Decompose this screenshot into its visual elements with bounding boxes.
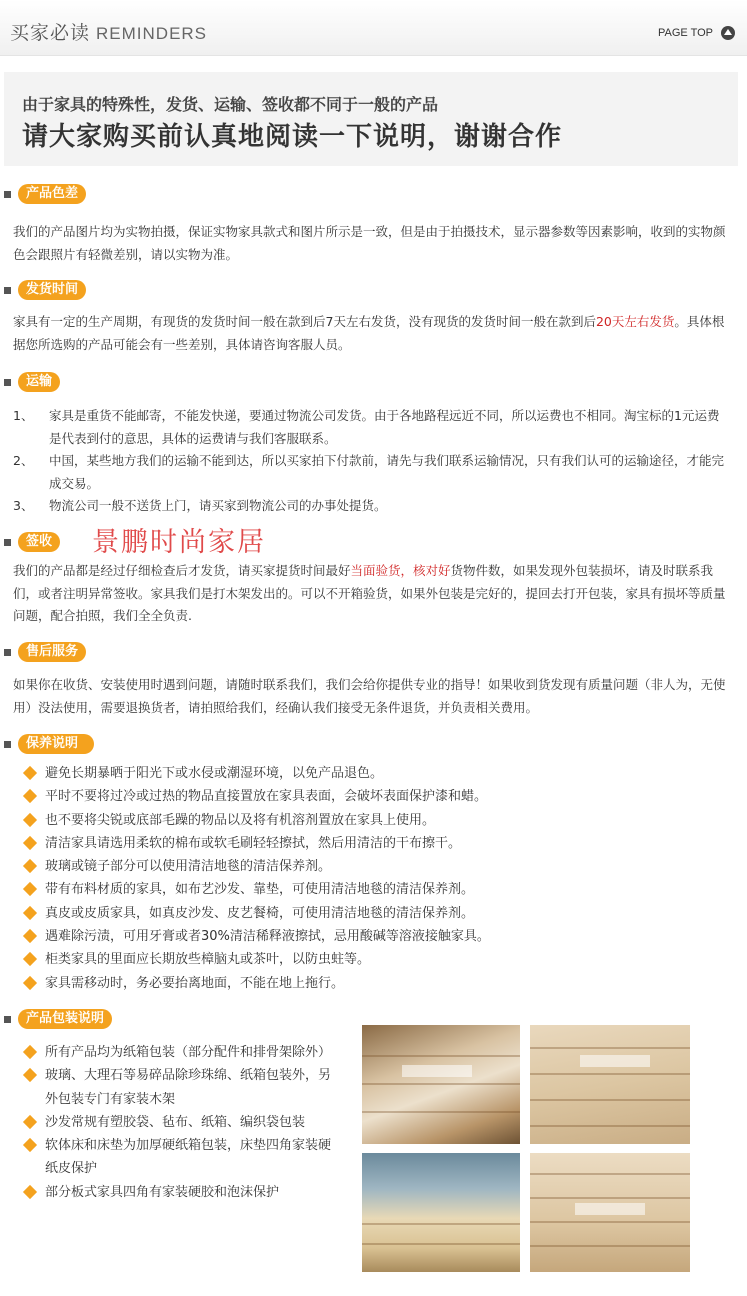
header-title-en: REMINDERS bbox=[96, 24, 208, 43]
list-text: 玻璃、大理石等易碎品除珍珠绵、纸箱包装外，另外包装专门有家装木架 bbox=[45, 1068, 332, 1107]
packaging-photo-stack bbox=[530, 1153, 690, 1272]
diamond-bullet-icon bbox=[23, 929, 37, 943]
ship-time-text bbox=[13, 311, 731, 356]
sign-text-a: 我们的产品都是经过仔细检查后才发货，请买家提货时间最好 bbox=[13, 563, 351, 578]
section-heading-packaging bbox=[4, 1008, 112, 1030]
square-bullet-icon bbox=[4, 191, 11, 198]
color-diff-text: 我们的产品图片均为实物拍摄，保证实物家具款式和图片所示是一致，但是由于拍摄技术，显示器参数等因素影响，收到的实物颜色会跟照片有轻微差别，请以实物为准。 bbox=[13, 224, 726, 262]
maintenance-list bbox=[21, 762, 731, 995]
list-text: 也不要将尖锐或底部毛躁的物品以及将有机溶剂置放在家具上使用。 bbox=[45, 812, 436, 828]
square-bullet-icon bbox=[4, 741, 11, 748]
ship-time-highlight: 20天左右发货 bbox=[595, 314, 675, 329]
list-item bbox=[21, 1134, 331, 1181]
list-text: 部分板式家具四角有家装硬胶和泡沫保护 bbox=[45, 1184, 280, 1200]
list-number: 3、 bbox=[13, 498, 34, 513]
transport-list bbox=[13, 405, 731, 518]
list-text: 沙发常规有塑胶袋、毡布、纸箱、编织袋包装 bbox=[45, 1114, 306, 1130]
list-item bbox=[21, 972, 731, 995]
after-sale-text: 如果你在收货、安装使用时遇到问题，请随时联系我们，我们会给你提供专业的指导！如果收到货发现有质量问题（非人为，无使用）没法使用，需要退换货者，请拍照给我们，经确认我们接受无条件退货，并负责相关费用。 bbox=[13, 677, 726, 715]
diamond-bullet-icon bbox=[23, 1185, 37, 1199]
list-item bbox=[13, 450, 731, 495]
section-heading-sign bbox=[4, 531, 60, 553]
list-text: 平时不要将过冷或过热的物品直接置放在家具表面，会破坏表面保护漆和蜡。 bbox=[45, 789, 488, 805]
list-item bbox=[21, 925, 731, 948]
list-item bbox=[21, 762, 731, 785]
section-heading-transport bbox=[4, 371, 60, 393]
packaging-list bbox=[21, 1041, 331, 1204]
section-heading-color-diff bbox=[4, 183, 86, 205]
list-number: 1、 bbox=[13, 408, 34, 423]
list-item bbox=[21, 855, 731, 878]
diamond-bullet-icon bbox=[23, 976, 37, 990]
list-item bbox=[13, 405, 731, 450]
diamond-bullet-icon bbox=[23, 906, 37, 920]
diamond-bullet-icon bbox=[23, 766, 37, 780]
list-item bbox=[21, 832, 731, 855]
square-bullet-icon bbox=[4, 1016, 11, 1023]
list-text: 真皮或皮质家具，如真皮沙发、皮艺餐椅，可使用清洁地毯的清洁保养剂。 bbox=[45, 905, 475, 921]
section-label: 产品包装说明 bbox=[18, 1009, 112, 1029]
list-item bbox=[21, 902, 731, 925]
intro-banner bbox=[4, 72, 738, 166]
section-label: 发货时间 bbox=[18, 280, 86, 300]
square-bullet-icon bbox=[4, 539, 11, 546]
list-item bbox=[21, 948, 731, 971]
list-text: 带有布料材质的家具，如布艺沙发、靠垫，可使用清洁地毯的清洁保养剂。 bbox=[45, 882, 475, 898]
list-text: 清洁家具请选用柔软的棉布或软毛刷轻轻擦拭，然后用清洁的干布擦干。 bbox=[45, 835, 462, 851]
diamond-bullet-icon bbox=[23, 789, 37, 803]
section-label: 运输 bbox=[18, 372, 60, 392]
list-text: 玻璃或镜子部分可以使用清洁地毯的清洁保养剂。 bbox=[45, 859, 332, 875]
header-title-cn: 买家必读 bbox=[10, 22, 91, 44]
square-bullet-icon bbox=[4, 287, 11, 294]
list-text: 避免长期暴晒于阳光下或水侵或潮湿环境，以免产品退色。 bbox=[45, 766, 384, 781]
list-item bbox=[21, 1064, 331, 1111]
list-item bbox=[21, 878, 731, 901]
diamond-bullet-icon bbox=[23, 1045, 37, 1059]
packaging-photo-warehouse bbox=[362, 1153, 520, 1272]
diamond-bullet-icon bbox=[23, 813, 37, 827]
section-label: 签收 bbox=[18, 532, 60, 552]
list-item bbox=[21, 785, 731, 808]
list-item bbox=[21, 809, 731, 832]
section-label: 保养说明 bbox=[18, 734, 94, 754]
section-heading-maintenance bbox=[4, 733, 94, 755]
ship-time-text-b: 。具体根据您所选购的产品可能会有一些差别，具体请咨询客服人员。 bbox=[13, 314, 725, 352]
section-heading-after-sale bbox=[4, 641, 86, 663]
list-item bbox=[21, 1181, 331, 1204]
list-text: 所有产品均为纸箱包装（部分配件和排骨架除外） bbox=[45, 1045, 332, 1060]
section-heading-ship-time bbox=[4, 279, 86, 301]
list-text: 遇难除污渍，可用牙膏或者30%清洁稀释液擦拭，忌用酸碱等溶液接触家具。 bbox=[45, 929, 490, 945]
arrow-up-icon bbox=[721, 26, 735, 40]
list-number: 2、 bbox=[13, 453, 34, 468]
sign-text bbox=[13, 560, 731, 628]
section-label: 产品色差 bbox=[18, 184, 86, 204]
square-bullet-icon bbox=[4, 649, 11, 656]
intro-subtitle: 由于家具的特殊性，发货、运输、签收都不同于一般的产品 bbox=[22, 95, 439, 114]
packaging-photo-boxes bbox=[362, 1025, 520, 1144]
list-item bbox=[13, 495, 731, 518]
page-top-label: PAGE TOP bbox=[657, 27, 713, 39]
store-watermark: 景鹏时尚家居 bbox=[92, 527, 266, 558]
list-text: 软体床和床垫为加厚硬纸箱包装，床垫四角家装硬纸皮保护 bbox=[45, 1138, 332, 1177]
list-item bbox=[21, 1111, 331, 1134]
page-header bbox=[0, 0, 747, 56]
list-item bbox=[21, 1041, 331, 1064]
list-text: 家具需移动时，务必要抬离地面，不能在地上拖行。 bbox=[45, 975, 345, 991]
diamond-bullet-icon bbox=[23, 859, 37, 873]
diamond-bullet-icon bbox=[23, 836, 37, 850]
section-label: 售后服务 bbox=[18, 642, 86, 662]
square-bullet-icon bbox=[4, 379, 11, 386]
list-text: 家具是重货不能邮寄，不能发快递，要通过物流公司发货。由于各地路程远近不同，所以运费也不相同。淘宝标的1元运费是代表到付的意思，具体的运费请与我们客服联系。 bbox=[49, 408, 720, 446]
intro-title: 请大家购买前认真地阅读一下说明，谢谢合作 bbox=[22, 122, 563, 152]
diamond-bullet-icon bbox=[23, 952, 37, 966]
list-text: 柜类家具的里面应长期放些樟脑丸或茶叶，以防虫蛀等。 bbox=[45, 952, 371, 968]
header-title bbox=[10, 18, 207, 45]
sign-text-b: 货物件数，如果发现外包装损坏，请及时联系我们，或者注明异常签收。家具我们是打木架发出的。可以不开箱验货，如果外包装是完好的，提回去打开包装，家具有损坏等质量问题，配合拍照，我们全全负责. bbox=[13, 563, 726, 623]
diamond-bullet-icon bbox=[23, 1115, 37, 1129]
ship-time-text-a: 家具有一定的生产周期，有现货的发货时间一般在款到后7天左右发货，没有现货的发货时间一般在款到后 bbox=[13, 314, 596, 329]
packaging-photo-cartons bbox=[530, 1025, 690, 1144]
list-text: 物流公司一般不送货上门，请买家到物流公司的办事处提货。 bbox=[49, 498, 387, 513]
diamond-bullet-icon bbox=[23, 1068, 37, 1082]
diamond-bullet-icon bbox=[23, 1138, 37, 1152]
diamond-bullet-icon bbox=[23, 882, 37, 896]
list-text: 中国，某些地方我们的运输不能到达，所以买家拍下付款前，请先与我们联系运输情况，只有我们认可的运输途径，才能完成交易。 bbox=[49, 453, 725, 491]
sign-highlight: 当面验货，核对好 bbox=[350, 563, 451, 578]
page-top-button[interactable] bbox=[658, 26, 735, 40]
